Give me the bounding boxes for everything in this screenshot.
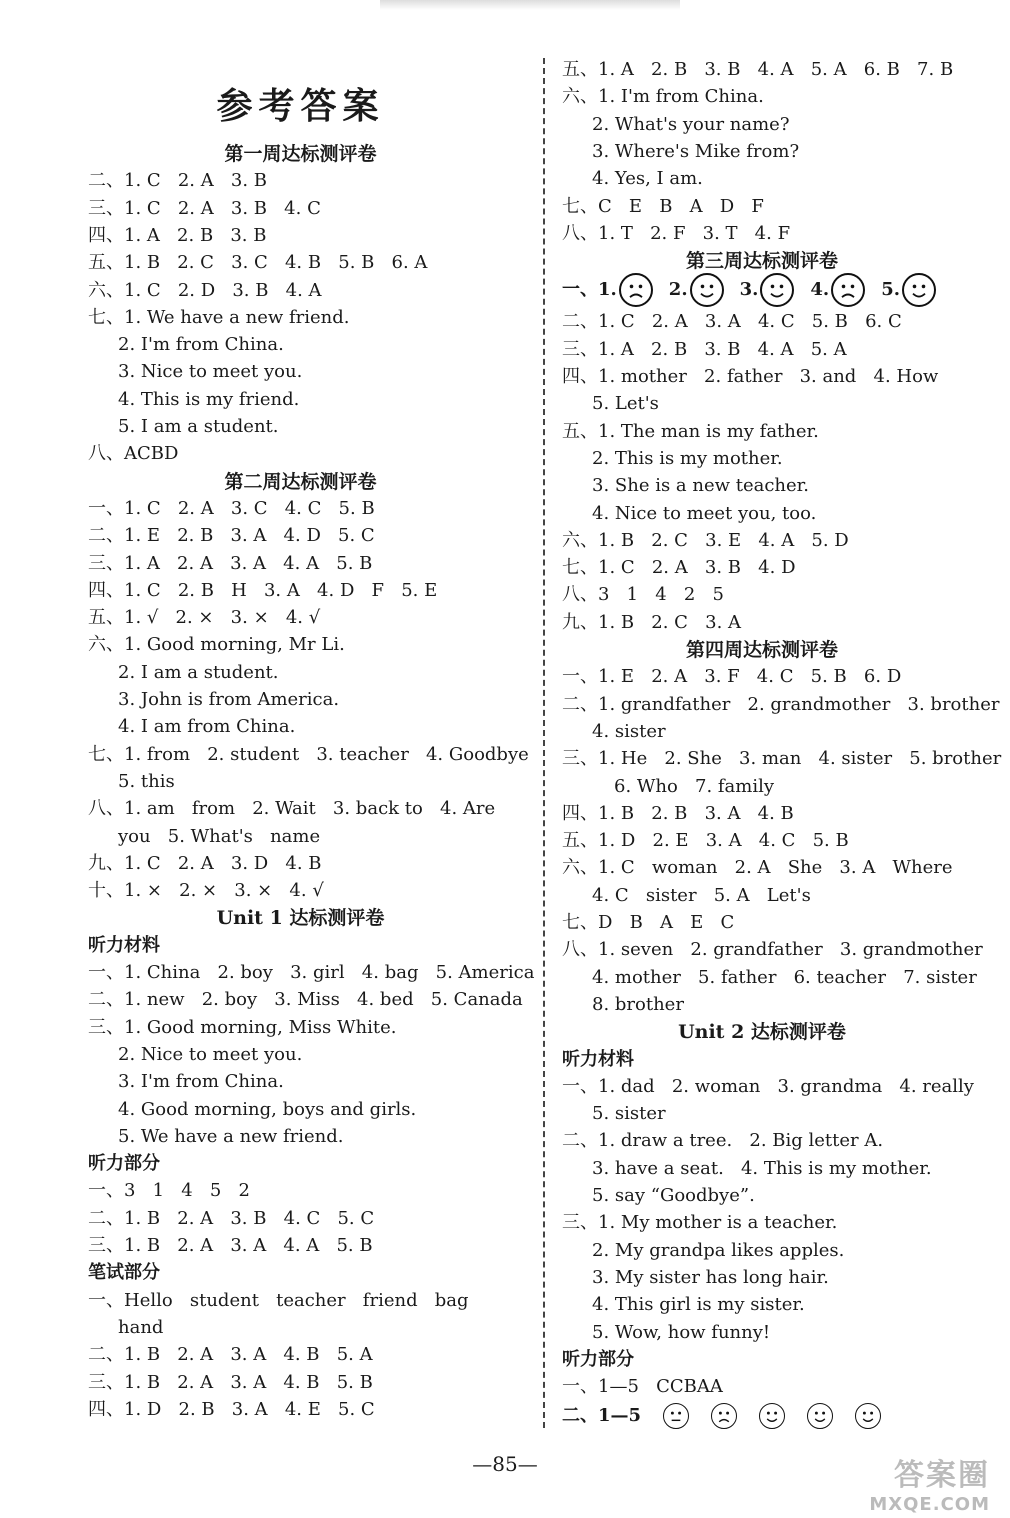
face-label: 1. [598,279,617,301]
answer-line: 九、1. B 2. C 3. A [562,611,742,633]
answer-line-indented: 4. Good morning, boys and girls. [118,1098,417,1120]
sad-face-icon [831,273,865,307]
answer-line: 二、1. C 2. A 3. A 4. C 5. B 6. C [562,311,902,333]
answer-line: 八、ACBD [88,443,179,465]
answer-line-indented: 2. What's your name? [592,113,790,135]
answer-line: 三、1. B 2. A 3. A 4. A 5. B [88,1235,373,1256]
face-answer-row [562,273,936,307]
answer-line-indented: 3. Nice to meet you. [118,361,303,383]
answer-line-indented: 5. sister [592,1103,666,1125]
answer-line: 六、1. Good morning, Mr Li. [88,634,345,656]
answer-line: 七、C E B A D F [562,195,764,217]
answer-line-indented: 4. Nice to meet you, too. [592,502,817,524]
answer-line-indented: 2. My grandpa likes apples. [592,1239,845,1261]
happy-face-icon [855,1403,881,1429]
watermark-line1: 答案圈 [894,1458,990,1493]
answer-line-indented: 4. I am from China. [118,716,296,738]
answer-line: 一、1. China 2. boy 3. girl 4. bag 5. America [88,962,535,983]
section-heading: 第三周达标测评卷 [685,250,838,273]
answer-line: 一、1. C 2. A 3. C 4. C 5. B [88,497,375,519]
page-number: —85— [472,1452,538,1476]
top-scan-smudge [380,0,680,10]
answer-line: 三、1. He 2. She 3. man 4. sister 5. brother [562,748,1002,770]
sad-face-icon [619,273,653,307]
happy-face-icon [902,273,936,307]
answer-line-indented: hand [118,1316,164,1338]
answer-line: 八、3 1 4 2 5 [562,584,724,606]
answer-line: 八、1. seven 2. grandfather 3. grandmother [562,939,983,961]
answer-line-indented: you 5. What's name [118,825,321,847]
answer-line: 二、1. draw a tree. 2. Big letter A. [562,1130,884,1152]
face-label: 3. [739,279,759,301]
answer-line-indented: 4. sister [592,720,666,742]
answer-line-indented: 3. I'm from China. [118,1071,284,1093]
answer-line-indented: 6. Who 7. family [614,775,775,797]
answer-line-indented: 3. Where's Mike from? [592,140,800,162]
answer-line-indented: 5. Wow, how funny! [592,1321,771,1343]
answer-line: 四、1. B 2. B 3. A 4. B [562,802,794,824]
subsection-heading: 听力部分 [88,1153,160,1175]
answer-line-indented: 5. We have a new friend. [118,1125,344,1147]
subsection-heading: 听力部分 [562,1348,634,1370]
answer-line: 四、1. mother 2. father 3. and 4. How [562,366,939,387]
answer-line-indented: 5. say “Goodbye”. [592,1185,755,1206]
answer-line-indented: 3. She is a new teacher. [592,475,810,497]
section-heading: Unit 2 达标测评卷 [678,1021,846,1044]
answer-line: 二、1. new 2. boy 3. Miss 4. bed 5. Canada [88,989,523,1011]
neutral-face-icon [663,1403,689,1429]
answer-line: 七、1. We have a new friend. [88,306,350,328]
watermark-logo [869,1450,990,1515]
answer-line: 四、1. C 2. B H 3. A 4. D F 5. E [88,579,438,601]
answer-line-indented: 5. this [118,770,175,792]
sad-face-icon [711,1403,737,1429]
happy-face-icon [807,1403,833,1429]
answer-line: 四、1. A 2. B 3. B [88,224,267,246]
answer-line: 二、1. grandfather 2. grandmother 3. brother [562,693,1000,715]
subsection-heading: 笔试部分 [88,1262,160,1284]
answer-line: 一、1. E 2. A 3. F 4. C 5. B 6. D [562,666,902,688]
face-answer-row [562,1399,881,1433]
answer-line-indented: 5. I am a student. [118,416,279,437]
face-label: 5. [881,279,900,301]
answer-line-indented: 4. This is my friend. [118,388,300,410]
answer-line: 三、1. My mother is a teacher. [562,1212,838,1234]
answer-line: 三、1. Good morning, Miss White. [88,1016,397,1038]
subsection-heading: 听力材料 [562,1048,634,1070]
section-heading: 第二周达标测评卷 [224,470,377,493]
answer-line: 一、Hello student teacher friend bag [88,1289,469,1311]
answer-line-indented: 3. John is from America. [118,689,340,710]
answer-line: 八、1. am from 2. Wait 3. back to 4. Are [88,798,496,820]
answer-line: 四、1. D 2. B 3. A 4. E 5. C [88,1398,375,1420]
answer-line-indented: 4. Yes, I am. [592,168,703,190]
answer-line: 五、1. A 2. B 3. B 4. A 5. A 6. B 7. B [562,59,954,80]
answer-line: 二、1. B 2. A 3. A 4. B 5. A [88,1344,373,1366]
answer-line: 六、1. I'm from China. [562,86,764,108]
answer-line: 六、1. C 2. D 3. B 4. A [88,279,322,301]
answer-line: 一、3 1 4 5 2 [88,1180,250,1202]
answer-line-indented: 5. Let's [592,393,659,415]
answer-line: 十、1. × 2. × 3. × 4. √ [88,880,324,902]
question-number: 二、1—5 [562,1405,642,1427]
answer-line-indented: 3. My sister has long hair. [592,1266,829,1288]
answer-line: 六、1. B 2. C 3. E 4. A 5. D [562,529,849,551]
answer-line-indented: 2. I'm from China. [118,334,284,356]
answer-line: 二、1. C 2. A 3. B [88,170,268,192]
answer-line-indented: 2. Nice to meet you. [118,1043,303,1065]
answer-line-indented: 4. C sister 5. A Let's [592,884,811,906]
happy-face-icon [760,273,794,307]
answer-line-indented: 2. I am a student. [118,661,279,683]
answer-line: 二、1. E 2. B 3. A 4. D 5. C [88,525,375,547]
answer-line: 七、1. from 2. student 3. teacher 4. Goodbye [88,743,529,765]
answer-line: 七、D B A E C [562,912,735,933]
answer-line-indented: 2. This is my mother. [592,447,783,469]
section-heading: 第一周达标测评卷 [224,143,377,165]
answer-line: 五、1. D 2. E 3. A 4. C 5. B [562,830,849,852]
answer-line: 三、1. A 2. B 3. B 4. A 5. A [562,338,847,360]
answer-line-indented: 8. brother [592,993,684,1015]
answer-line-indented: 4. mother 5. father 6. teacher 7. sister [592,966,977,988]
column-divider [543,58,545,1428]
answer-line: 二、1. B 2. A 3. B 4. C 5. C [88,1207,375,1229]
answer-line: 九、1. C 2. A 3. D 4. B [88,852,322,874]
answer-line: 三、1. B 2. A 3. A 4. B 5. B [88,1371,373,1393]
answer-line-indented: 4. This girl is my sister. [592,1294,805,1316]
answer-line: 五、1. √ 2. × 3. × 4. √ [88,607,321,629]
answer-line: 一、1. dad 2. woman 3. grandma 4. really [562,1075,974,1097]
face-label: 4. [810,279,830,301]
page-title: 参考答案 [216,85,385,127]
subsection-heading: 听力材料 [88,934,160,956]
section-heading: Unit 1 达标测评卷 [216,907,385,930]
answer-line: 一、1—5 CCBAA [562,1376,723,1398]
answer-line-indented: 3. have a seat. 4. This is my mother. [592,1157,932,1179]
answer-line: 三、1. A 2. A 3. A 4. A 5. B [88,552,373,574]
answer-line: 八、1. T 2. F 3. T 4. F [562,222,791,244]
face-label: 2. [668,279,688,301]
question-number: 一、 [562,279,598,301]
watermark-line2: MXQE.COM [869,1494,990,1515]
section-heading: 第四周达标测评卷 [685,639,838,661]
answer-line: 七、1. C 2. A 3. B 4. D [562,557,796,579]
answer-line: 五、1. B 2. C 3. C 4. B 5. B 6. A [88,252,428,274]
answer-line: 三、1. C 2. A 3. B 4. C [88,197,321,219]
happy-face-icon [759,1403,785,1429]
happy-face-icon [690,273,724,307]
answer-line: 六、1. C woman 2. A She 3. A Where [562,857,953,879]
answer-line: 五、1. The man is my father. [562,420,819,442]
